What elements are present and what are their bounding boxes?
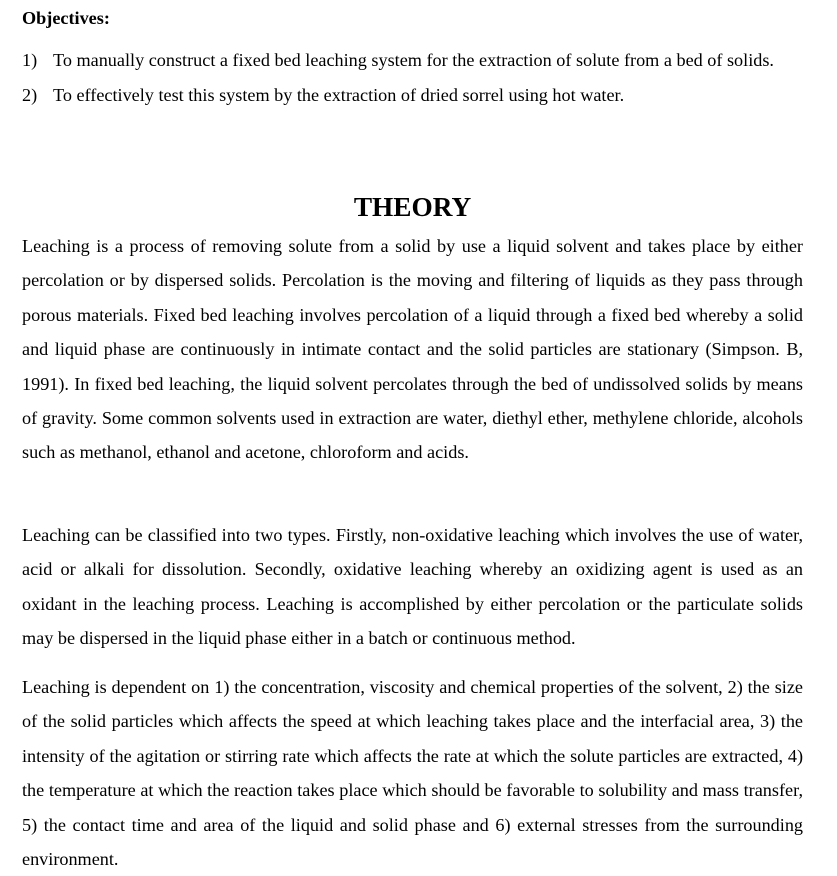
objective-number: 2) <box>22 84 38 105</box>
objective-number: 1) <box>22 50 38 70</box>
objective-text: To effectively test this system by the extraction of dried sorrel using hot water. <box>53 84 625 105</box>
theory-paragraph: Leaching can be classified into two types. Firstly, non-oxidative leaching which involves the use of water, acid or alkali for dissolution. Secondly, oxidative leaching whereby an oxidizing agent is used as an oxidant in the leaching process. Leaching is accomplished by either percolation or the particulate solids may be dispersed in the liquid phase either in a batch or continuous method. <box>22 525 803 649</box>
theory-paragraph: Leaching is a process of removing solute from a solid by use a liquid solvent and takes place by either percolation or by dispersed solids. Percolation is the moving and filtering of liquids as they pass through porous materials. Fixed bed leaching involves percolation of a liquid through a fixed bed whereby a solid and liquid phase are continuously in intimate contact and the solid particles are stationary (Simpson. B, 1991). In fixed bed leaching, the liquid solvent percolates through the bed of undissolved solids by means of gravity. Some common solvents used in extraction are water, diethyl ether, methylene chloride, alcohols such as methanol, ethanol and acetone, chloroform and acids. <box>22 236 803 463</box>
objective-item <box>22 78 803 113</box>
objectives-list <box>22 43 803 112</box>
theory-paragraph: Leaching is dependent on 1) the concentration, viscosity and chemical properties of the solvent, 2) the size of the solid particles which affects the speed at which leaching takes place and the interfacial area, 3) the intensity of the agitation or stirring rate which affects the rate at which the solute particles are extracted, 4) the temperature at which the reaction takes place which should be favorable to solubility and mass transfer, 5) the contact time and area of the liquid and solid phase and 6) external stresses from the surrounding environment. <box>22 677 803 870</box>
theory-title: THEORY <box>353 192 472 222</box>
objectives-heading: Objectives: <box>22 8 110 28</box>
objective-item <box>22 43 803 78</box>
objective-text: To manually construct a fixed bed leaching system for the extraction of solute from a bed of solids. <box>53 50 774 70</box>
